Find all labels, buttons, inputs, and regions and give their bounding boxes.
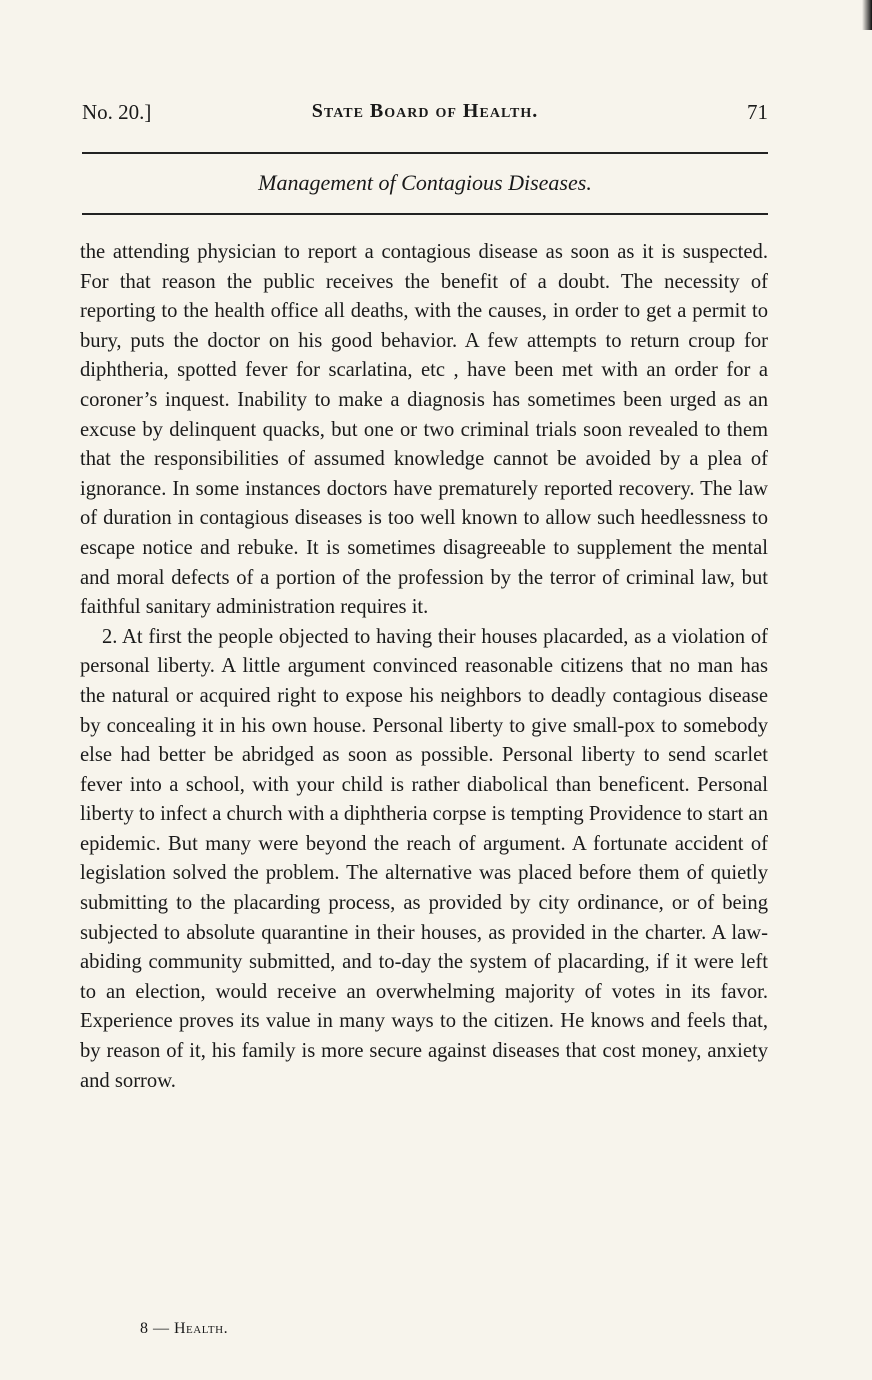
section-title: Management of Contagious Diseases. — [258, 170, 592, 195]
page-edge-shadow — [862, 0, 872, 30]
body-text — [80, 238, 768, 1096]
page-number: 71 — [747, 100, 768, 124]
signature-mark: 8 — Health. — [140, 1320, 229, 1337]
report-number: No. 20.] — [82, 100, 152, 124]
header-rule-top — [82, 152, 768, 154]
header-rule-bottom — [82, 213, 768, 215]
paragraph-2: 2. At first the people objected to having their houses placarded, as a violation of personal liberty. A little argument convinced reasonable citizens that no man has the natural or acquired right to expose his neighbors to deadly contagious disease by concealing it in his own house. Personal liberty to give small-pox to somebody else had better be abridged as soon as possible. Personal liberty to send scarlet fever into a school, with your child is rather diabolical than beneficent. Personal liberty to infect a church with a diphtheria corpse is tempting Providence to start an epidemic. But many were beyond the reach of argument. A fortunate accident of legislation solved the problem. The alternative was placed before them of quietly submitting to the placarding process, as provided by city ordinance, or of being subjected to absolute quarantine in their houses, as provided in the charter. A law-abiding community submitted, and to-day the system of placarding, if it were left to an election, would receive an overwhelming majority of votes in its favor. Experience proves its value in many ways to the citizen. He knows and feels that, by reason of it, his family is more secure against diseases that cost money, anxiety and sorrow. — [80, 625, 768, 1092]
running-title: State Board of Health. — [311, 100, 539, 122]
running-header — [82, 96, 768, 132]
paragraph-continued: the attending physician to report a contagious disease as soon as it is suspected. For that reason the public receives the benefit of a doubt. The necessity of reporting to the health office all deaths, with the causes, in order to get a permit to bury, puts the doctor on his good behavior. A few attempts to return croup for diphtheria, spotted fever for scarlatina, etc , have been met with an order for a coroner’s inquest. Inability to make a diagnosis has sometimes been urged as an excuse by delinquent quacks, but one or two criminal trials soon revealed to them that the responsibilities of assumed knowledge cannot be avoided by a plea of ignorance. In some instances doctors have prematurely reported recovery. The law of duration in contagious diseases is too well known to allow such heedlessness to escape notice and rebuke. It is sometimes disagreeable to supplement the mental and moral defects of a portion of the profession by the terror of criminal law, but faithful sanitary administration requires it. — [80, 241, 768, 619]
